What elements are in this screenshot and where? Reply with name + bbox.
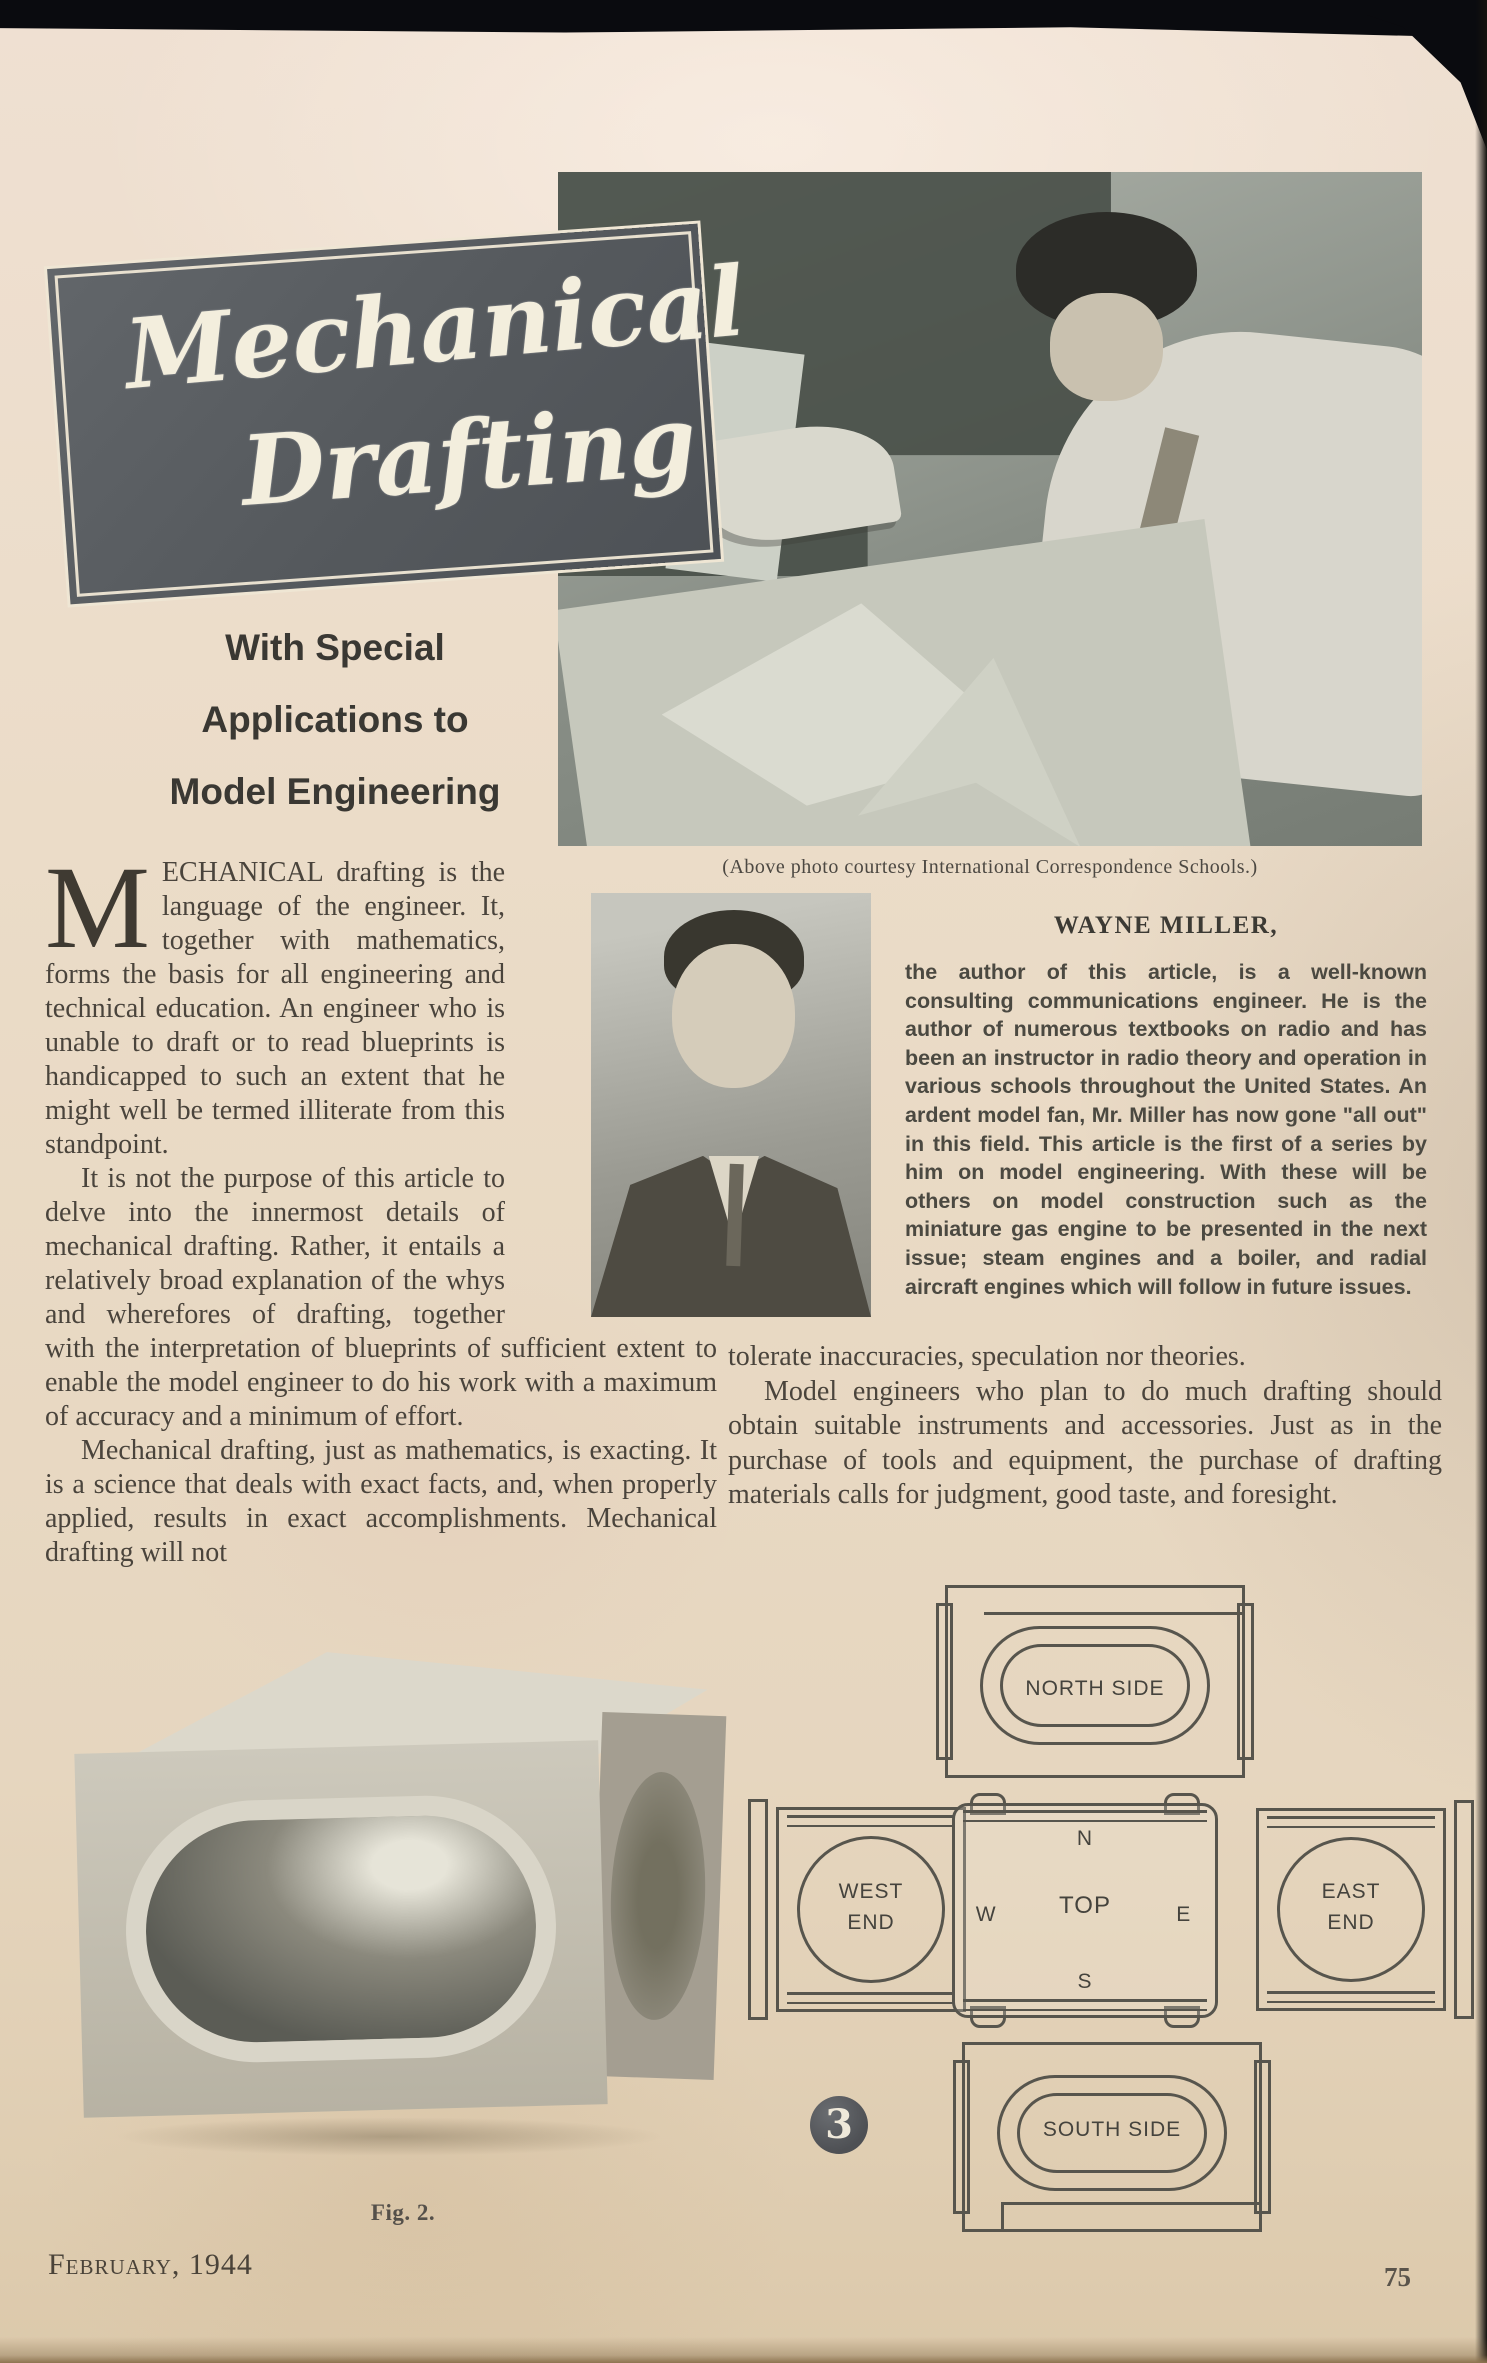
block-end-face bbox=[590, 1712, 727, 2080]
scan-right-edge bbox=[1475, 0, 1487, 2363]
author-bio-text: the author of this article, is a well-known consulting communications engineer. He is the author of numerous textbooks on radio and has been an instructor in radio theory and operation in various schools throughout the United States. An ardent model fan, Mr. Miller has now gone "all out" in this field. This article is the first of a series by him on model engineering. With these will be others on model construction such as the miniature gas engine to be presented in the next issue; steam engines and a boiler, and radial aircraft engines which will follow in future issues. bbox=[905, 960, 1427, 1299]
figure2-caption: Fig. 2. bbox=[370, 2200, 436, 2225]
block-shadow bbox=[113, 2117, 665, 2156]
paragraph-3-continued: tolerate inaccuracies, speculation nor theories. bbox=[728, 1341, 1246, 1372]
diagram-east-end bbox=[1256, 1808, 1474, 2011]
east-top-strip bbox=[1267, 1816, 1435, 1828]
top-label-w: W bbox=[975, 1902, 997, 1926]
paragraph-4: Model engineers who plan to do much drafting should obtain suitable instruments and accessories. Just as in the purchase of tools and equipment, the purchase of drafting materials calls for judgment, good taste, and foresight. bbox=[728, 1375, 1442, 1510]
figure2-block-photo bbox=[58, 1615, 748, 2167]
top-outline bbox=[952, 1803, 1218, 2018]
figure-marker-3: 3 bbox=[810, 2096, 868, 2154]
photo-man-face bbox=[1050, 293, 1162, 401]
subtitle-line1: With Special bbox=[225, 627, 445, 668]
issue-date: February, 1944 bbox=[48, 2248, 253, 2281]
author-portrait-photo bbox=[591, 893, 871, 1317]
top-label-s: S bbox=[1077, 1969, 1093, 1993]
west-label-line2: END bbox=[847, 1911, 895, 1935]
top-bottom-strip bbox=[963, 1999, 1207, 2011]
top-top-strip bbox=[963, 1810, 1207, 1822]
paragraph-2: It is not the purpose of this article to delve into the innermost details of mechanical drafting. Rather, it entails a relatively broad explanation of the whys and wherefores of drafting, together with the interpretation of blueprints of sufficient extent to enable the model engineer to do his work with a maximum of accuracy and a minimum of effort. bbox=[45, 1163, 717, 1432]
west-flange bbox=[748, 1799, 768, 2020]
north-outline bbox=[945, 1585, 1245, 1778]
author-name-heading: WAYNE MILLER, bbox=[1053, 912, 1279, 939]
photo-credit-caption: (Above photo courtesy International Correspondence Schools.) bbox=[722, 856, 1258, 878]
diagram-south-side bbox=[962, 2042, 1262, 2232]
scan-top-edge bbox=[0, 0, 1487, 44]
portrait-face bbox=[672, 944, 795, 1088]
east-bottom-strip bbox=[1267, 1991, 1435, 2003]
paragraph-1-text: ECHANICAL drafting is the language of the engineer. It, together with mathematics, forms the basis for all engineering and technical education. An engineer who is unable to draft or to read blueprints is handicapped to such an extent that he might well be termed illiterate from this standpoint. bbox=[45, 857, 505, 1160]
diagram-west-end bbox=[748, 1807, 966, 2012]
west-top-strip bbox=[787, 1815, 955, 1827]
south-step-line bbox=[1001, 2202, 1259, 2205]
west-circle bbox=[797, 1836, 945, 1983]
south-outline bbox=[962, 2042, 1262, 2232]
subtitle-line2: Applications to bbox=[201, 699, 469, 740]
north-label: NORTH SIDE bbox=[1025, 1676, 1165, 1700]
west-bottom-strip bbox=[787, 1992, 955, 2004]
article-title-line2: Drafting bbox=[237, 383, 700, 528]
block-oval-opening bbox=[123, 1793, 560, 2066]
diagram-top-view bbox=[952, 1803, 1218, 2018]
east-circle bbox=[1277, 1837, 1425, 1982]
top-label-e: E bbox=[1176, 1902, 1192, 1926]
title-banner bbox=[47, 224, 750, 605]
east-flange bbox=[1454, 1800, 1474, 2019]
top-label-n: N bbox=[1076, 1827, 1094, 1851]
north-step-line bbox=[984, 1612, 1242, 1615]
east-label-line1: EAST bbox=[1321, 1879, 1381, 1903]
east-outline bbox=[1256, 1808, 1446, 2011]
south-step-notch bbox=[1001, 2205, 1004, 2229]
block-front-face bbox=[74, 1741, 608, 2119]
scan-bottom-edge bbox=[0, 2337, 1487, 2363]
article-title-line1: Mechanical bbox=[120, 244, 750, 412]
body-right-column bbox=[728, 1340, 1442, 1513]
block-end-hole bbox=[607, 1771, 710, 2022]
drop-cap: M bbox=[45, 842, 150, 973]
subtitle-line3: Model Engineering bbox=[169, 771, 501, 812]
top-label-center: TOP bbox=[1059, 1892, 1111, 1920]
page-number: 75 bbox=[1384, 2262, 1411, 2292]
east-label-line2: END bbox=[1327, 1911, 1375, 1935]
west-label-line1: WEST bbox=[838, 1879, 904, 1903]
paragraph-3: Mechanical drafting, just as mathematics, is exacting. It is a science that deals with exact facts, and, when properly applied, results in exact accomplishments. Mechanical drafting will not bbox=[45, 1435, 717, 1568]
article-subtitle bbox=[70, 612, 600, 828]
diagram-north-side bbox=[945, 1585, 1245, 1778]
south-label: SOUTH SIDE bbox=[1042, 2117, 1182, 2141]
west-outline bbox=[776, 1807, 966, 2012]
